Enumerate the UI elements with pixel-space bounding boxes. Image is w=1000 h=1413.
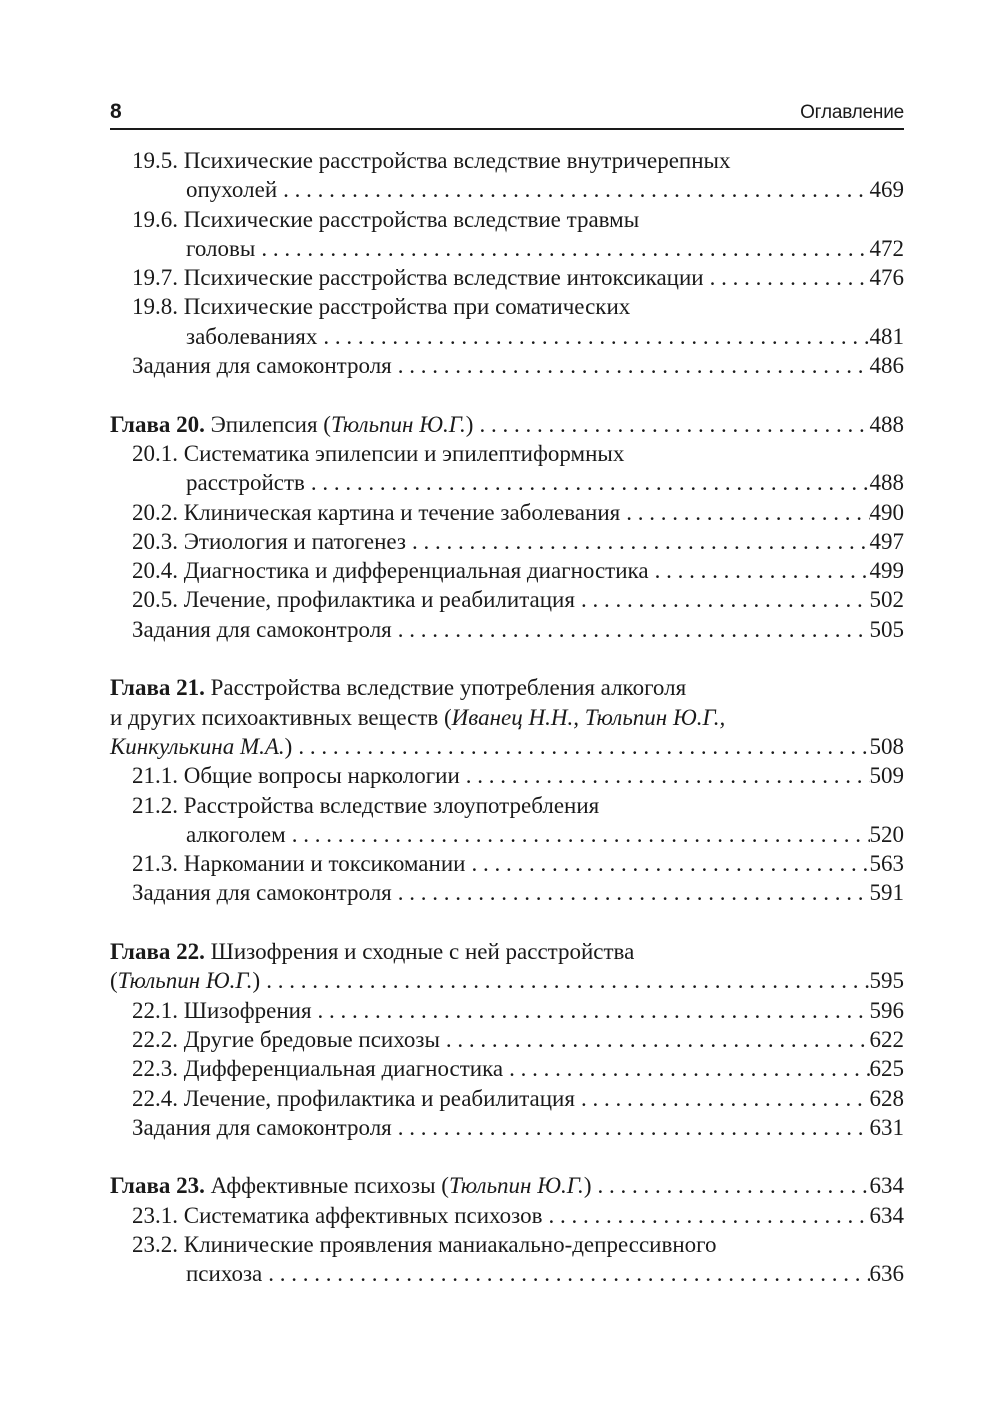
toc-text: Задания для самоконтроля xyxy=(132,616,392,642)
leader-dots xyxy=(575,585,870,614)
leader-dots xyxy=(392,878,870,907)
toc-text: 22.3. xyxy=(132,1056,178,1082)
toc-text: Кинкулькина М.А. xyxy=(110,733,285,759)
toc-entry-20-4[interactable] xyxy=(110,556,904,585)
leader-dots xyxy=(465,849,869,878)
toc-text: 22.1. xyxy=(132,997,178,1023)
toc-text: и других психоактивных веществ ( xyxy=(110,704,452,730)
leader-dots xyxy=(473,410,869,439)
toc-text xyxy=(132,263,704,292)
toc-text: Наркомании и токсикомании xyxy=(183,851,466,877)
toc-text: 22.2. xyxy=(132,1026,178,1052)
toc-text xyxy=(132,1025,440,1054)
toc-text: Клиническая картина и течение заболевания xyxy=(183,499,621,525)
toc-text xyxy=(132,761,460,790)
page-ref: 636 xyxy=(869,1261,904,1287)
toc-text: Систематика аффективных психозов xyxy=(183,1202,543,1228)
leader-dots xyxy=(392,1113,870,1142)
toc-text: Задания для самоконтроля xyxy=(132,353,392,379)
toc-text: Шизофрения и сходные с ней расстройства xyxy=(210,939,635,965)
page-ref: 469 xyxy=(869,177,904,203)
toc-chapter-21-line2[interactable] xyxy=(110,703,904,732)
leader-dots xyxy=(575,1084,870,1113)
toc-text: Лечение, профилактика и реабилитация xyxy=(183,587,575,613)
toc-entry-20-2[interactable] xyxy=(110,498,904,527)
toc-text: 23.1. xyxy=(132,1202,178,1228)
page-ref: 634 xyxy=(869,1173,904,1199)
toc-text: Психические расстройства вследствие внутричерепных xyxy=(183,148,731,173)
toc-text: 21.3. xyxy=(132,851,178,877)
toc-text: Дифференциальная диагностика xyxy=(183,1056,504,1082)
page-ref: 634 xyxy=(869,1202,904,1228)
toc-group-19 xyxy=(110,146,904,380)
toc-text: Аффективные психозы ( xyxy=(210,1173,449,1199)
toc-entry-19-5-cont[interactable] xyxy=(110,175,904,204)
leader-dots xyxy=(406,527,870,556)
toc-chapter-23[interactable] xyxy=(110,1171,904,1200)
toc-entry-self-check-20[interactable] xyxy=(110,615,904,644)
toc-text: ) xyxy=(284,733,293,759)
toc-text: Тюльпин Ю.Г. xyxy=(330,411,466,437)
toc-text xyxy=(132,849,465,878)
leader-dots xyxy=(440,1025,870,1054)
toc-text xyxy=(132,556,649,585)
toc-text: Общие вопросы наркологии xyxy=(183,763,460,789)
toc-text xyxy=(110,966,260,995)
leader-dots xyxy=(591,1171,869,1200)
page-ref: 502 xyxy=(869,587,904,613)
page-ref: 488 xyxy=(869,470,904,496)
toc-group-22 xyxy=(110,937,904,1142)
toc-text: Психические расстройства при соматических xyxy=(183,294,631,320)
toc-text: ( xyxy=(110,968,118,994)
toc-entry-22-4[interactable] xyxy=(110,1084,904,1113)
toc-text: Глава 22. xyxy=(110,939,205,965)
page-ref: 631 xyxy=(869,1114,904,1140)
page-ref: 508 xyxy=(869,733,904,759)
page-ref: 520 xyxy=(869,821,904,847)
toc-text: Диагностика и дифференциальная диагностика xyxy=(183,558,649,584)
toc-text: головы xyxy=(186,235,256,261)
leader-dots xyxy=(503,1054,869,1083)
toc-chapter-22[interactable] xyxy=(110,937,904,966)
toc-text: 22.4. xyxy=(132,1085,178,1111)
leader-dots xyxy=(460,761,870,790)
toc-entry-self-check-19[interactable] xyxy=(110,351,904,380)
leader-dots xyxy=(392,351,870,380)
toc-text: 20.3. xyxy=(132,528,178,554)
toc-text: Эпилепсия ( xyxy=(210,411,331,437)
running-title: Оглавление xyxy=(800,102,904,123)
leader-dots xyxy=(317,322,869,351)
page-ref: 625 xyxy=(869,1056,904,1082)
page-ref: 476 xyxy=(869,265,904,291)
toc-entry-21-1[interactable] xyxy=(110,761,904,790)
page-ref: 472 xyxy=(869,235,904,261)
leader-dots xyxy=(292,732,869,761)
toc-text: ) xyxy=(583,1173,592,1199)
toc-chapter-22-line2[interactable] xyxy=(110,966,904,995)
toc-text: Психические расстройства вследствие интоксикации xyxy=(183,265,704,291)
page-ref: 596 xyxy=(869,997,904,1023)
toc-text: 20.1. xyxy=(132,440,178,466)
toc-text xyxy=(132,1054,503,1083)
leader-dots xyxy=(277,175,869,204)
page-ref: 481 xyxy=(869,323,904,349)
toc-text: Глава 23. xyxy=(110,1173,205,1199)
toc-text: алкоголем xyxy=(186,821,286,847)
page-number: 8 xyxy=(110,100,122,123)
toc-entry-22-1[interactable] xyxy=(110,996,904,1025)
toc-text: Задания для самоконтроля xyxy=(132,1114,392,1140)
leader-dots xyxy=(312,996,870,1025)
page-ref: 499 xyxy=(869,558,904,584)
toc-text xyxy=(132,1084,575,1113)
toc-text: Задания для самоконтроля xyxy=(132,880,392,906)
toc-entry-20-5[interactable] xyxy=(110,585,904,614)
toc-text xyxy=(110,1171,591,1200)
toc-text: Тюльпин Ю.Г. xyxy=(448,1173,584,1199)
leader-dots xyxy=(305,468,870,497)
toc-text: Тюльпин Ю.Г. xyxy=(117,968,253,994)
toc-entry-23-2-cont[interactable] xyxy=(110,1259,904,1288)
toc-entry-20-1-cont[interactable] xyxy=(110,468,904,497)
toc-chapter-21[interactable] xyxy=(110,673,904,702)
page-ref: 497 xyxy=(869,528,904,554)
toc-text: заболеваниях xyxy=(186,323,318,349)
page-ref: 505 xyxy=(869,616,904,642)
toc-entry-22-2[interactable] xyxy=(110,1025,904,1054)
page-ref: 563 xyxy=(869,851,904,877)
page-ref: 509 xyxy=(869,763,904,789)
toc-text: 21.2. xyxy=(132,792,178,818)
toc-group-21 xyxy=(110,673,904,907)
toc-entry-20-1[interactable] xyxy=(110,439,904,468)
toc-entry-21-3[interactable] xyxy=(110,849,904,878)
toc-text: ) xyxy=(465,411,474,437)
toc-entry-23-2[interactable] xyxy=(110,1230,904,1259)
toc-text: Лечение, профилактика и реабилитация xyxy=(183,1085,575,1111)
toc-text: 19.5. xyxy=(132,148,178,173)
table-of-contents xyxy=(110,146,904,1318)
toc-entry-19-8[interactable] xyxy=(110,292,904,321)
page-ref: 622 xyxy=(869,1026,904,1052)
leader-dots xyxy=(704,263,870,292)
toc-text: Шизофрения xyxy=(183,997,312,1023)
leader-dots xyxy=(255,234,869,263)
toc-text: 20.2. xyxy=(132,499,178,525)
page-ref: 490 xyxy=(869,499,904,525)
toc-text: Расстройства вследствие употребления алкоголя xyxy=(210,675,687,701)
toc-text: 19.6. xyxy=(132,206,178,232)
toc-text: опухолей xyxy=(186,177,278,203)
toc-text: Другие бредовые психозы xyxy=(183,1026,440,1052)
toc-group-20 xyxy=(110,410,904,644)
toc-chapter-21-line3[interactable] xyxy=(110,732,904,761)
toc-chapter-20[interactable] xyxy=(110,410,904,439)
toc-text: расстройств xyxy=(186,470,305,496)
leader-dots xyxy=(620,498,869,527)
toc-text xyxy=(132,498,620,527)
toc-text: Психические расстройства вследствие травмы xyxy=(183,206,640,232)
toc-text: Расстройства вследствие злоупотребления xyxy=(183,792,600,818)
page-ref: 591 xyxy=(869,880,904,906)
toc-entry-19-6[interactable] xyxy=(110,205,904,234)
toc-entry-19-8-cont[interactable] xyxy=(110,322,904,351)
toc-text: 19.8. xyxy=(132,294,178,320)
toc-text xyxy=(110,732,292,761)
leader-dots xyxy=(542,1201,869,1230)
toc-text: Глава 21. xyxy=(110,675,205,701)
toc-entry-22-3[interactable] xyxy=(110,1054,904,1083)
toc-entry-self-check-22[interactable] xyxy=(110,1113,904,1142)
page-ref: 486 xyxy=(869,353,904,379)
toc-entry-19-7[interactable] xyxy=(110,263,904,292)
leader-dots xyxy=(262,1259,869,1288)
toc-entry-19-5[interactable] xyxy=(110,146,904,175)
toc-text: психоза xyxy=(186,1261,263,1287)
toc-text: Систематика эпилепсии и эпилептиформных xyxy=(183,440,625,466)
page-ref: 595 xyxy=(869,968,904,994)
toc-text: ) xyxy=(252,968,261,994)
toc-text xyxy=(110,410,473,439)
toc-entry-20-3[interactable] xyxy=(110,527,904,556)
leader-dots xyxy=(649,556,870,585)
leader-dots xyxy=(392,615,870,644)
toc-text: 20.4. xyxy=(132,558,178,584)
toc-text: Иванец Н.Н., Тюльпин Ю.Г., xyxy=(451,704,726,730)
toc-text: Клинические проявления маниакально-депрессивного xyxy=(183,1231,717,1257)
toc-entry-21-2[interactable] xyxy=(110,791,904,820)
leader-dots xyxy=(260,966,869,995)
toc-text xyxy=(132,1201,542,1230)
page-header xyxy=(110,96,904,130)
toc-group-23 xyxy=(110,1171,904,1288)
page-ref: 628 xyxy=(869,1085,904,1111)
toc-text: 20.5. xyxy=(132,587,178,613)
leader-dots xyxy=(286,820,870,849)
toc-entry-self-check-21[interactable] xyxy=(110,878,904,907)
toc-entry-23-1[interactable] xyxy=(110,1201,904,1230)
toc-text: 19.7. xyxy=(132,265,178,291)
toc-text: Глава 20. xyxy=(110,411,205,437)
toc-text: 23.2. xyxy=(132,1231,178,1257)
toc-text xyxy=(132,996,312,1025)
toc-entry-19-6-cont[interactable] xyxy=(110,234,904,263)
toc-text xyxy=(132,585,575,614)
page-ref: 488 xyxy=(869,411,904,437)
toc-text xyxy=(132,527,406,556)
toc-text: 21.1. xyxy=(132,763,178,789)
toc-text: Этиология и патогенез xyxy=(183,528,406,554)
toc-entry-21-2-cont[interactable] xyxy=(110,820,904,849)
